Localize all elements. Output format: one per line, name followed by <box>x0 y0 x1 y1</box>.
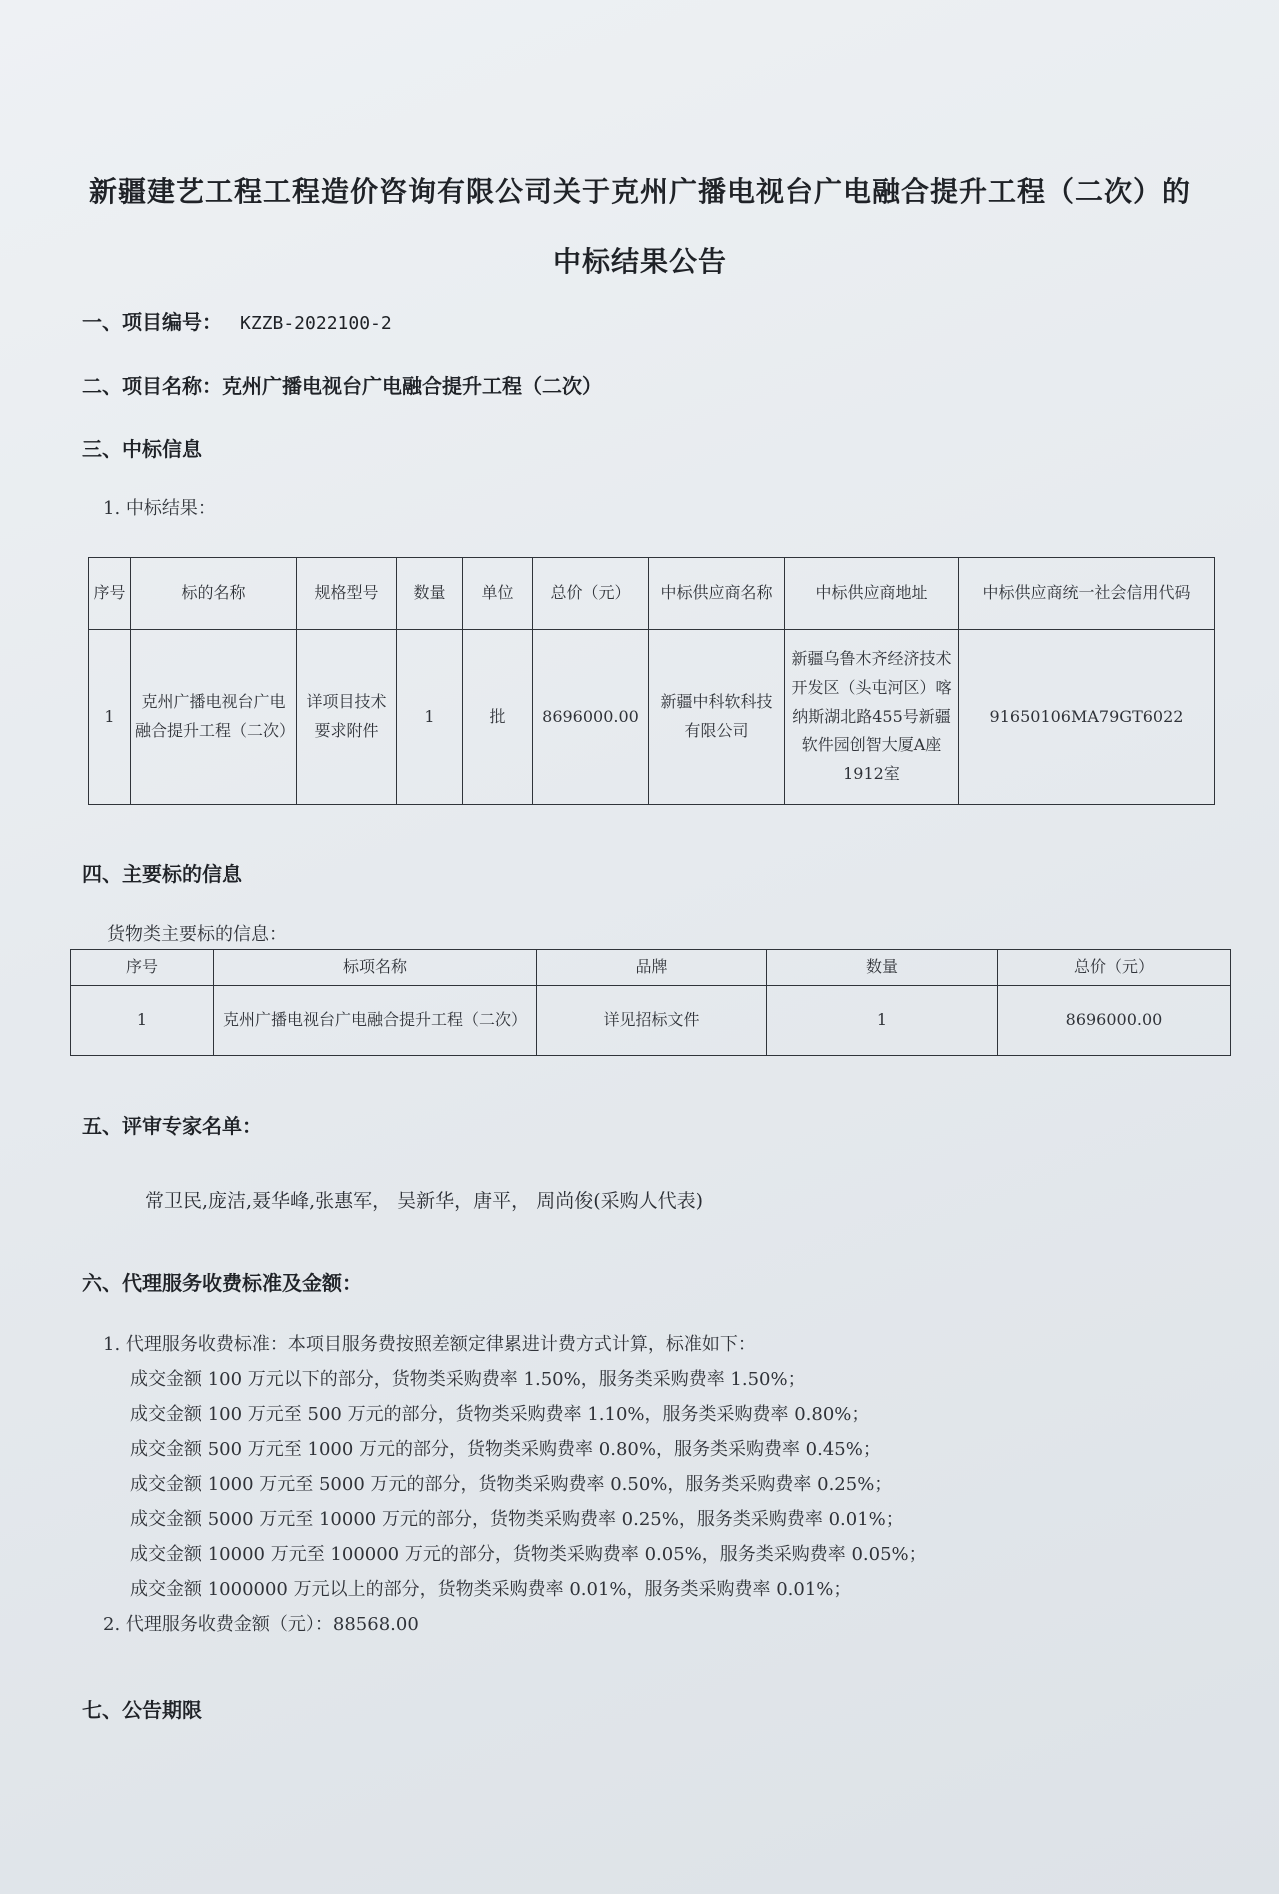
item-name: 克州广播电视台广电融合提升工程（二次） <box>214 986 537 1056</box>
fee-rate-line: 成交金额 1000000 万元以上的部分，货物类采购费率 0.01%，服务类采购费率 0.01%； <box>130 1579 852 1600</box>
row-number: 1 <box>71 986 214 1056</box>
expert-list-heading: 五、评审专家名单： <box>82 1114 262 1138</box>
title-line-2: 中标结果公告 <box>552 245 727 278</box>
header-cell: 总价（元） <box>533 558 649 630</box>
fee-rate-line: 成交金额 5000 万元至 10000 万元的部分，货物类采购费率 0.25%，服务类采购费率 0.01%； <box>130 1509 904 1530</box>
agency-fee-heading: 六、代理服务收费标准及金额： <box>82 1271 362 1295</box>
project-name-row <box>82 370 602 399</box>
fee-rate-line: 成交金额 100 万元至 500 万元的部分，货物类采购费率 1.10%，服务类采购费率 0.80%； <box>130 1404 870 1425</box>
table-header-row <box>71 950 1231 986</box>
project-name-value: 克州广播电视台广电融合提升工程（二次） <box>222 374 602 398</box>
header-cell: 单位 <box>463 558 533 630</box>
supplier-name: 新疆中科软科技有限公司 <box>649 630 785 805</box>
item-spec: 详项目技术要求附件 <box>297 630 397 805</box>
fee-rate-line: 成交金额 500 万元至 1000 万元的部分，货物类采购费率 0.80%，服务类采购费率 0.45%； <box>130 1439 881 1460</box>
project-number-value: KZZB-2022100-2 <box>240 313 392 334</box>
header-cell: 序号 <box>89 558 131 630</box>
main-item-heading: 四、主要标的信息 <box>82 862 242 886</box>
header-cell: 数量 <box>397 558 463 630</box>
header-cell: 中标供应商统一社会信用代码 <box>959 558 1215 630</box>
project-name-label: 二、项目名称： <box>82 374 222 398</box>
header-cell: 品牌 <box>537 950 767 986</box>
item-total: 8696000.00 <box>533 630 649 805</box>
expert-list: 常卫民,庞洁,聂华峰,张惠军， 吴新华，唐平， 周尚俊(采购人代表) <box>145 1190 704 1212</box>
project-number-label: 一、项目编号： <box>82 310 222 334</box>
project-number-row <box>82 306 392 335</box>
header-cell: 标的名称 <box>131 558 297 630</box>
fee-amount: 2. 代理服务收费金额（元）：88568.00 <box>103 1614 419 1635</box>
header-cell: 中标供应商地址 <box>785 558 959 630</box>
item-quantity: 1 <box>767 986 998 1056</box>
supplier-address: 新疆乌鲁木齐经济技术开发区（头屯河区）喀纳斯湖北路455号新疆软件园创智大厦A座1912室 <box>785 630 959 805</box>
goods-table <box>70 949 1231 1056</box>
award-info-heading: 三、中标信息 <box>82 437 202 461</box>
award-result-table <box>88 557 1215 805</box>
goods-info-subheading: 货物类主要标的信息： <box>107 924 287 945</box>
announcement-period-heading: 七、公告期限 <box>82 1698 202 1722</box>
table-row <box>71 986 1231 1056</box>
item-quantity: 1 <box>397 630 463 805</box>
fee-rate-line: 成交金额 100 万元以下的部分，货物类采购费率 1.50%，服务类采购费率 1.50%； <box>130 1369 806 1390</box>
item-unit: 批 <box>463 630 533 805</box>
fee-standard-intro: 1. 代理服务收费标准：本项目服务费按照差额定律累进计费方式计算，标准如下： <box>103 1334 756 1355</box>
header-cell: 规格型号 <box>297 558 397 630</box>
header-cell: 中标供应商名称 <box>649 558 785 630</box>
title-line-1: 新疆建艺工程工程造价咨询有限公司关于克州广播电视台广电融合提升工程（二次）的 <box>88 175 1191 208</box>
header-cell: 标项名称 <box>214 950 537 986</box>
table-row <box>89 630 1215 805</box>
fee-rate-line: 成交金额 10000 万元至 100000 万元的部分，货物类采购费率 0.05%，服务类采购费率 0.05%； <box>130 1544 927 1565</box>
header-cell: 数量 <box>767 950 998 986</box>
item-name: 克州广播电视台广电融合提升工程（二次） <box>131 630 297 805</box>
header-cell: 总价（元） <box>998 950 1231 986</box>
table-header-row <box>89 558 1215 630</box>
supplier-credit-code: 91650106MA79GT6022 <box>959 630 1215 805</box>
row-number: 1 <box>89 630 131 805</box>
fee-rate-line: 成交金额 1000 万元至 5000 万元的部分，货物类采购费率 0.50%，服务类采购费率 0.25%； <box>130 1474 893 1495</box>
item-total: 8696000.00 <box>998 986 1231 1056</box>
header-cell: 序号 <box>71 950 214 986</box>
award-result-subheading: 1. 中标结果： <box>103 498 216 519</box>
item-brand: 详见招标文件 <box>537 986 767 1056</box>
